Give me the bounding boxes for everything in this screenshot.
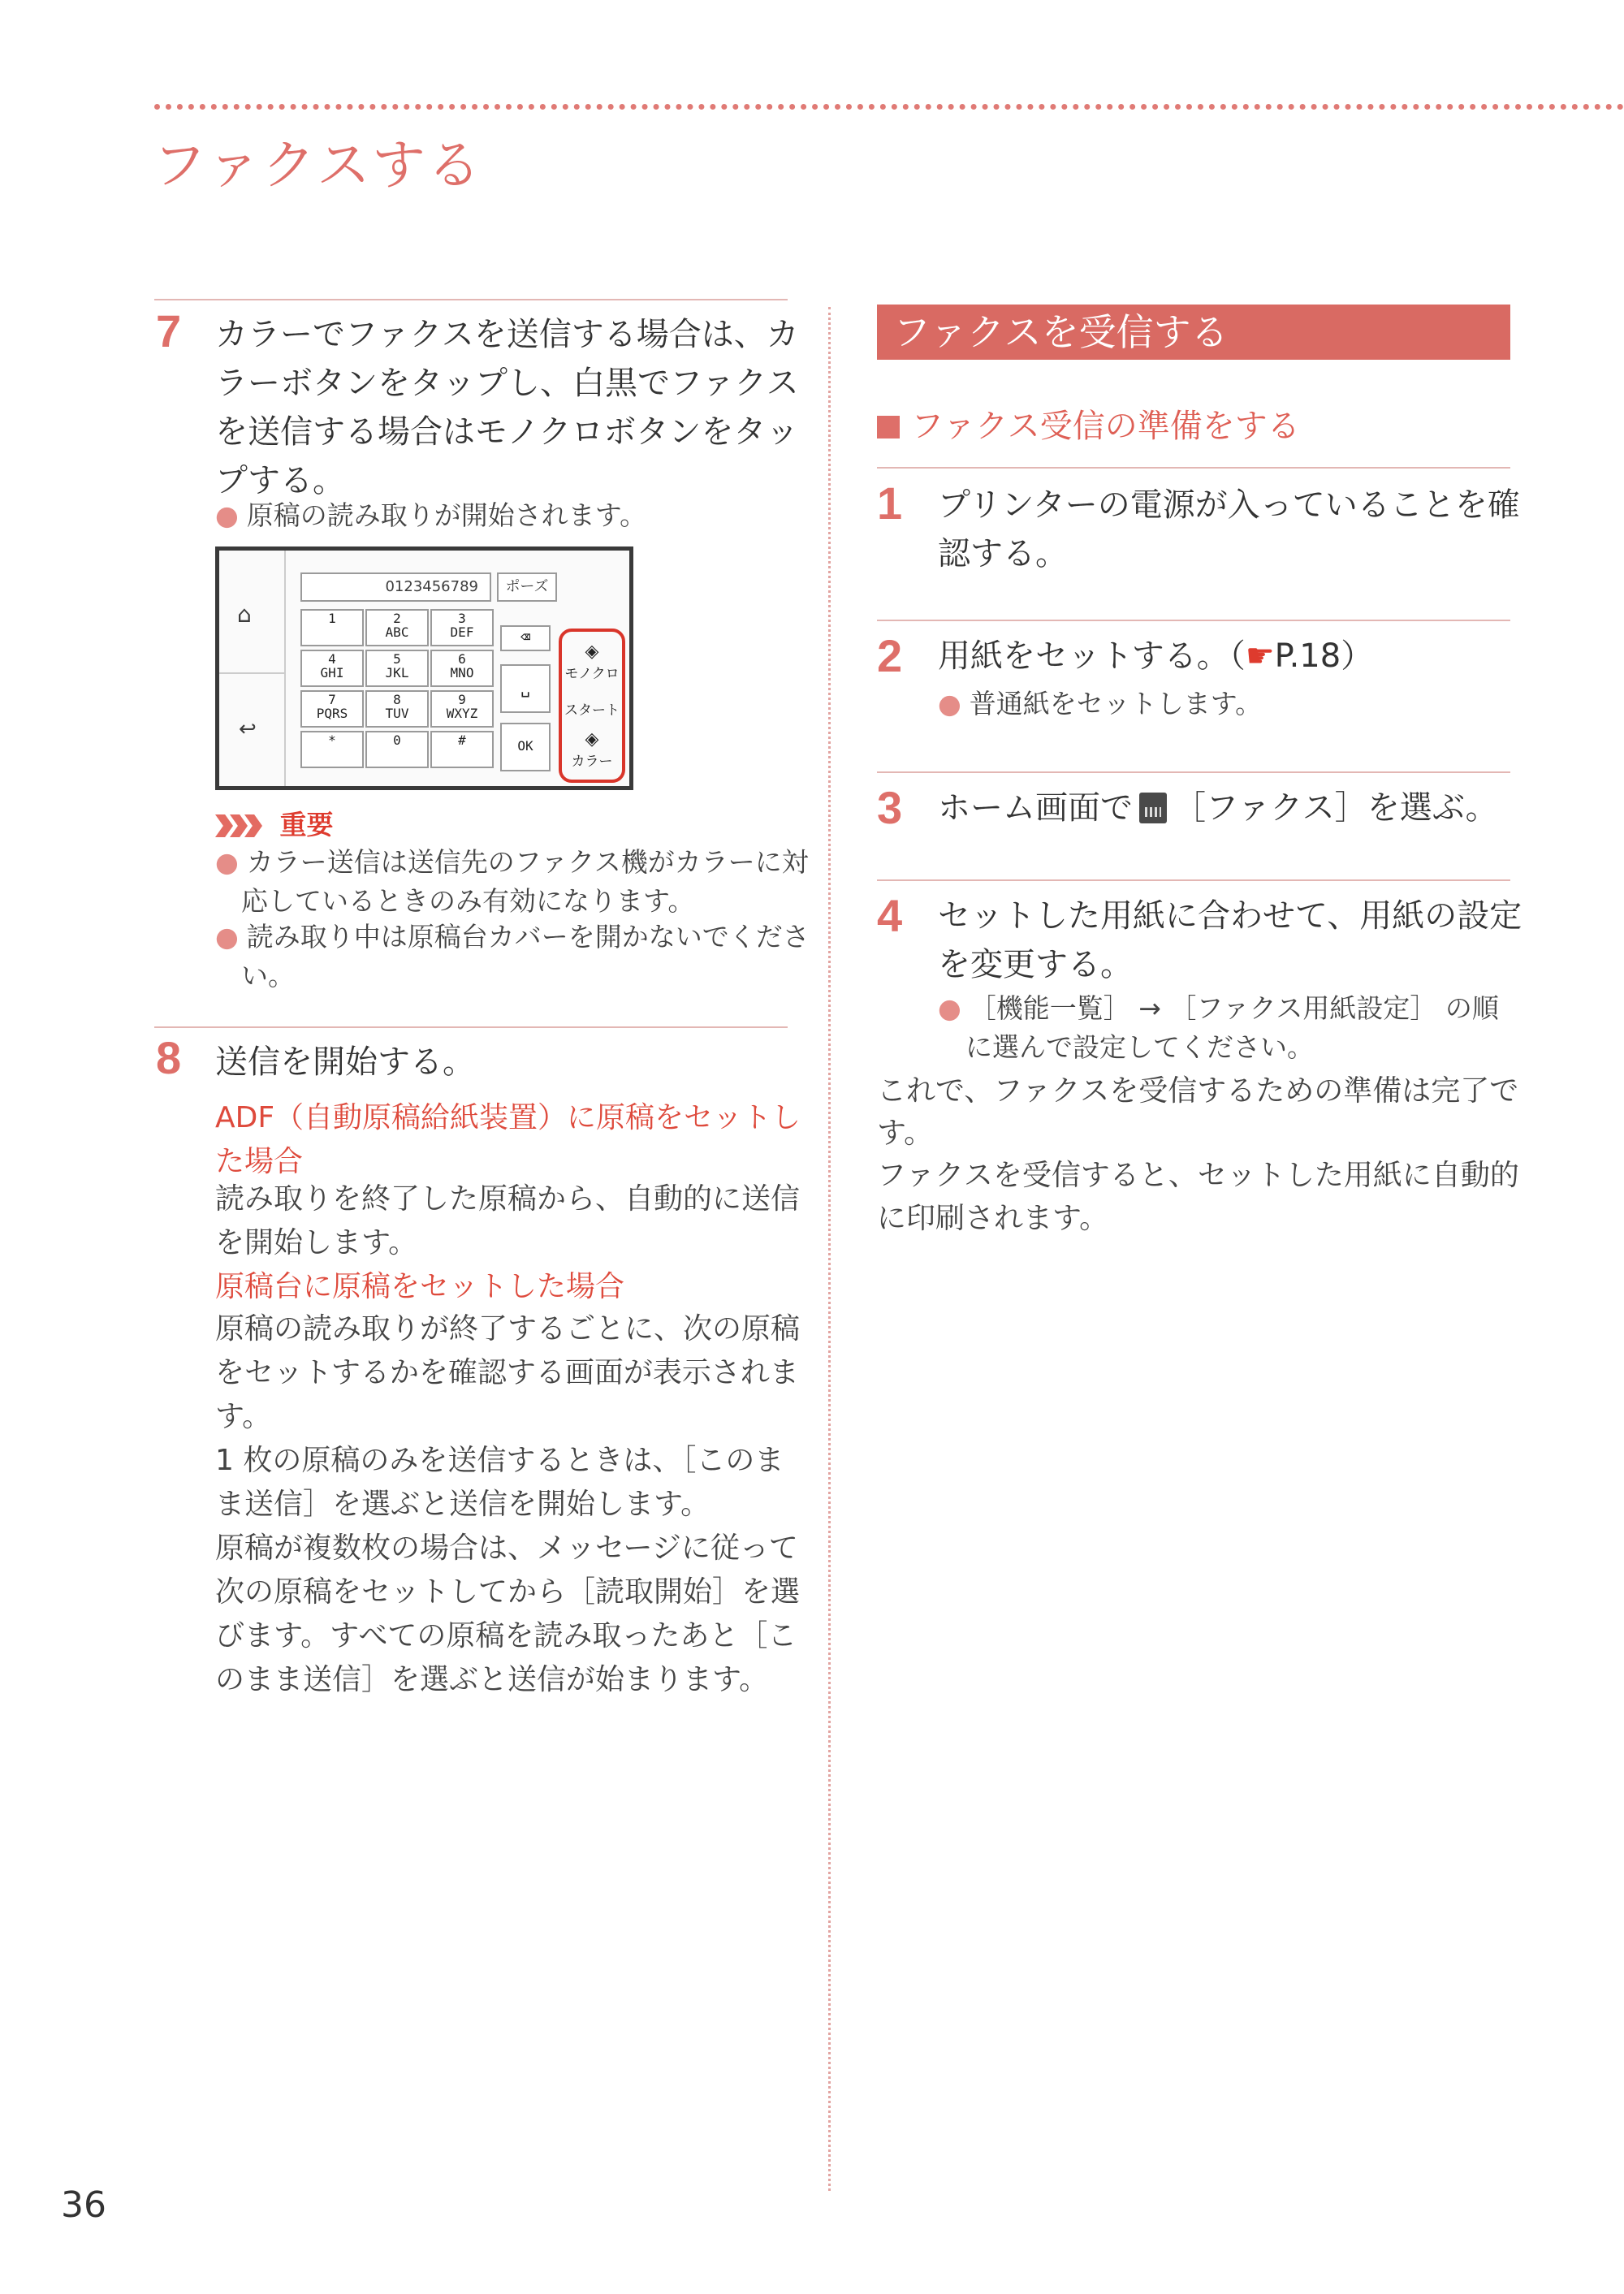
pointing-hand-icon: ☛ (1245, 637, 1275, 675)
subheading: ファクス受信の準備をする (877, 400, 1300, 447)
page-reference-link[interactable]: P.18 (1274, 637, 1341, 675)
step-7-text (215, 310, 799, 505)
adf-body: 読み取りを終了した原稿から、自動的に送信 を開始します。 (215, 1182, 801, 1259)
right-body-text: これで、ファクスを受信するための準備は完了で す。 ファクスを受信すると、セットした用紙に自動的 に印刷されます。 (877, 1074, 1519, 1235)
printer-panel-illustration (215, 546, 633, 790)
square-icon (877, 416, 900, 438)
space-icon: ␣ (500, 664, 551, 713)
start-label: スタート (564, 702, 620, 719)
keypad-key: 9 WXYZ (430, 690, 494, 728)
keypad-key: 2 ABC (365, 609, 429, 646)
step-7-line: プする。 (215, 462, 345, 499)
keypad-key: 5 JKL (365, 650, 429, 687)
keypad-key: * (300, 731, 364, 768)
back-icon: ↩ (239, 717, 257, 741)
page-title: ファクスする (153, 134, 483, 197)
step-8-rule (154, 1026, 788, 1028)
important-label (215, 804, 334, 842)
fax-icon (1139, 793, 1167, 823)
bullet-icon: ● (938, 688, 961, 719)
step-7-note-text: 原稿の読み取りが開始されます。 (246, 499, 647, 531)
step-7-line: カラーでファクスを送信する場合は、カ (215, 316, 799, 353)
step-1-number: 1 (877, 477, 903, 529)
column-divider (828, 307, 831, 2191)
step-7-note (215, 495, 646, 536)
step-8-number: 8 (156, 1032, 182, 1083)
step-3-text: ホーム画面で ［ファクス］を選ぶ。 (938, 789, 1498, 827)
fax-number-field: 0123456789 (300, 572, 491, 602)
important-label-text: 重要 (279, 809, 334, 840)
home-icon: ⌂ (237, 601, 252, 628)
section-title-bar: ファクスを受信する (877, 305, 1510, 360)
step-7-number: 7 (156, 305, 182, 356)
glass-heading: 原稿台に原稿をセットした場合 (215, 1270, 625, 1303)
keypad-key: # (430, 731, 494, 768)
color-button: ◈ カラー (564, 729, 620, 770)
keypad-key: 1 (300, 609, 364, 646)
start-icon: ◈ (585, 729, 599, 750)
title-dotted-rule (154, 104, 1624, 110)
bullet-icon: ● (215, 499, 239, 531)
step-3-number: 3 (877, 782, 903, 833)
ok-key: OK (500, 723, 551, 771)
step-1-text: プリンターの電源が入っていることを確 認する。 (938, 486, 1520, 572)
mono-button: ◈ モノクロ (564, 642, 620, 682)
adf-heading: ADF（自動原稿給紙装置）に原稿をセットし た場合 (215, 1101, 801, 1178)
keypad-key: 3 DEF (430, 609, 494, 646)
keypad-key: 6 MNO (430, 650, 494, 687)
step-4-number: 4 (877, 890, 903, 941)
step-2-note: ● 普通紙をセットします。 (938, 688, 1263, 719)
step-4-rule (877, 879, 1510, 881)
panel-rail-divider (219, 672, 284, 674)
step-4-text: セットした用紙に合わせて、用紙の設定 を変更する。 (938, 897, 1522, 983)
keypad-key: 7 PQRS (300, 690, 364, 728)
step-2-rule (877, 620, 1510, 621)
keypad-key: 0 (365, 731, 429, 768)
step-1-rule (877, 467, 1510, 469)
pause-button: ポーズ (497, 572, 557, 602)
panel-left-rail (219, 551, 286, 786)
page-number: 36 (61, 2184, 106, 2226)
step-7-rule (154, 299, 788, 300)
chevron-icon (215, 814, 233, 837)
important-item-2: ● 読み取り中は原稿台カバーを開かないでくださ い。 (215, 921, 810, 991)
backspace-icon: ⌫ (500, 625, 551, 651)
step-8-title: 送信を開始する。 (215, 1043, 475, 1081)
step-7-line: を送信する場合はモノクロボタンをタッ (215, 413, 799, 451)
step-2-text: 用紙をセットする。（☛P.18） (938, 637, 1374, 675)
bullet-icon: ● (938, 992, 961, 1024)
bullet-icon: ● (215, 846, 239, 878)
start-icon: ◈ (585, 642, 599, 662)
bullet-icon: ● (215, 921, 239, 953)
step-2-number: 2 (877, 630, 903, 681)
keypad-key: 8 TUV (365, 690, 429, 728)
step-7-line: ラーボタンをタップし、白黒でファクス (215, 365, 799, 402)
step-3-rule (877, 771, 1510, 773)
important-item-1: ● カラー送信は送信先のファクス機がカラーに対 応しているときのみ有効になります。 (215, 846, 809, 917)
glass-body: 原稿の読み取りが終了するごとに、次の原稿 をセットするかを確認する画面が表示されま す。 1 枚の原稿のみを送信するときは、［このま ま送信］を選ぶと送信を開始します。 原稿が複数枚の場合は、メッセージに従って 次の原稿をセットしてから［読取開始］を選 びます。すべての原稿を読み取ったあと［こ のまま送信］を選ぶと送信が始まります。 (215, 1312, 801, 1696)
keypad-key: 4 GHI (300, 650, 364, 687)
step-4-note: ● ［機能一覧］ → ［ファクス用紙設定］ の順 に選んで設定してください。 (938, 992, 1499, 1063)
